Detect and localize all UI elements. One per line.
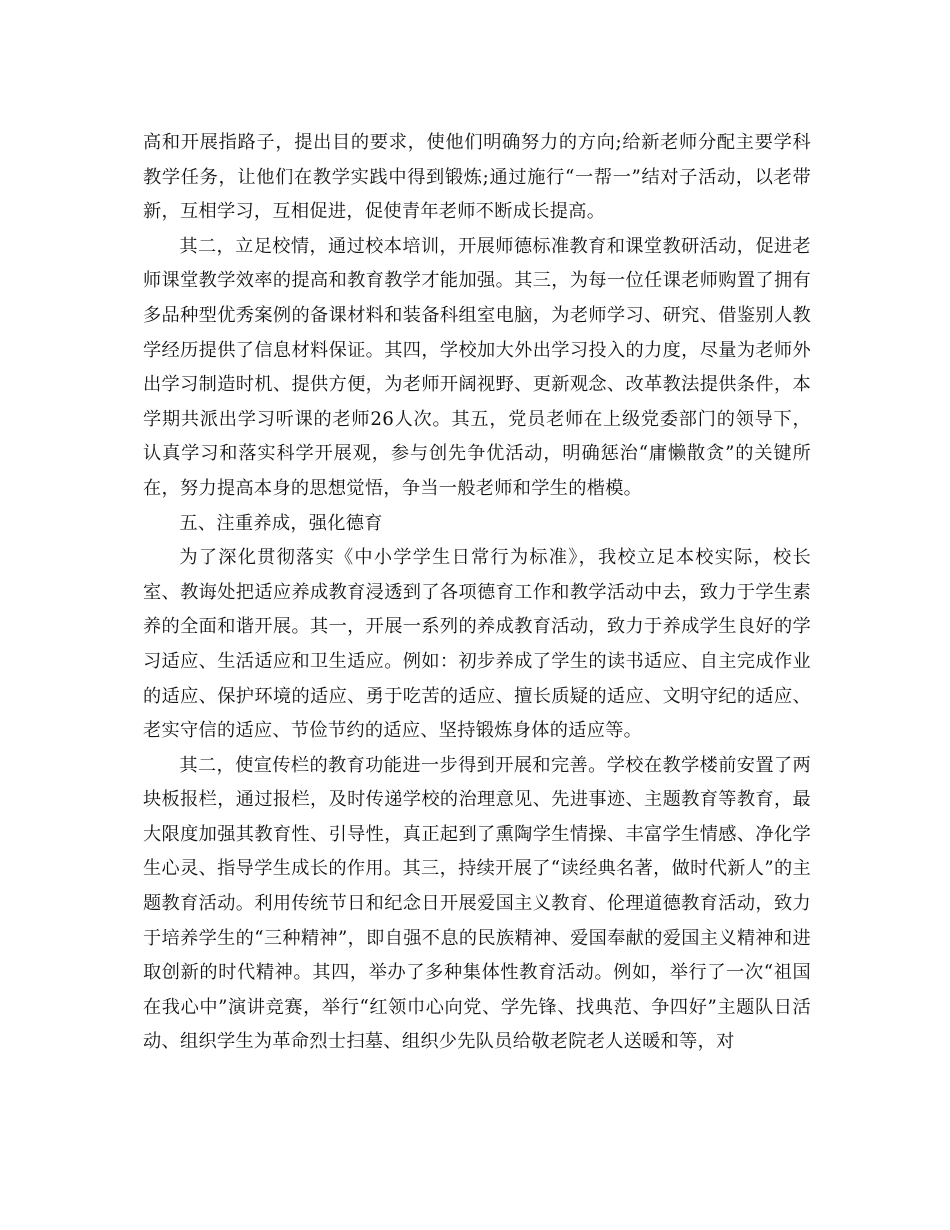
paragraph-3: 为了深化贯彻落实《中小学学生日常行为标准》，我校立足本校实际，校长室、教诲处把适应养成教育浸透到了各项德育工作和教学活动中去，致力于学生素养的全面和谐开展。其一，开展一系列的养成教育活动，致力于养成学生良好的学习适应、生活适应和卫生适应。例如：初步养成了学生的读书适应、自主完成作业的适应、保护环境的适应、勇于吃苦的适应、擅长质疑的适应、文明守纪的适应、老实守信的适应、节俭节约的适应、坚持锻炼身体的适应等。	[143, 547, 811, 742]
paragraph-2: 其二，立足校情，通过校本培训，开展师德标准教育和课堂教研活动，促进老师课堂教学效率的提高和教育教学才能加强。其三，为每一位任课老师购置了拥有多品种型优秀案例的备课材料和装备科组室电脑，为老师学习、研究、借鉴别人教学经历提供了信息材料保证。其四，学校加大外出学习投入的力度，尽量为老师外出学习制造时机、提供方便，为老师开阔视野、更新观念、改革教法提供条件，本学期共派出学习听课的老师26人次。其五，党员老师在上级党委部门的领导下，认真学习和落实科学开展观，参与创先争优活动，明确惩治“庸懒散贪”的关键所在，努力提高本身的思想觉悟，争当一般老师和学生的楷模。	[143, 235, 811, 499]
document-body	[143, 126, 811, 1060]
paragraph-1: 高和开展指路子，提出目的要求，使他们明确努力的方向;给新老师分配主要学科教学任务，让他们在教学实践中得到锻炼;通过施行“一帮一”结对子活动，以老带新，互相学习，互相促进，促使青年老师不断成长提高。	[143, 132, 811, 223]
section-heading: 五、注重养成，强化德育	[179, 512, 383, 534]
paragraph-4: 其二，使宣传栏的教育功能进一步得到开展和完善。学校在教学楼前安置了两块板报栏，通过报栏，及时传递学校的治理意见、先进事迹、主题教育等教育，最大限度加强其教育性、引导性，真正起到了熏陶学生情操、丰富学生情感、净化学生心灵、指导学生成长的作用。其三，持续开展了“读经典名著，做时代新人”的主题教育活动。利用传统节日和纪念日开展爱国主义教育、伦理道德教育活动，致力于培养学生的“三种精神”，即自强不息的民族精神、爱国奉献的爱国主义精神和进取创新的时代精神。其四，举办了多种集体性教育活动。例如，举行了一次“祖国在我心中”演讲竞赛，举行“红领巾心向党、学先锋、找典范、争四好”主题队日活动、组织学生为革命烈士扫墓、组织少先队员给敬老院老人送暖和等，对	[143, 754, 811, 1053]
